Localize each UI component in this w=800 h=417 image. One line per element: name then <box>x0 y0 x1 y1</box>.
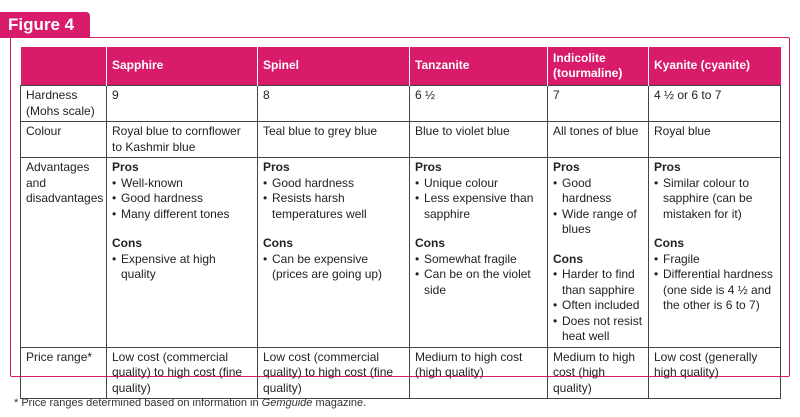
list-item: • Fragile <box>654 252 775 268</box>
pros-list <box>553 176 643 238</box>
header-tanzanite: Tanzanite <box>410 47 548 86</box>
table-cell: Low cost (generally high quality) <box>649 347 781 399</box>
list-item: • Does not resist heat well <box>553 314 643 345</box>
cons-list <box>415 252 542 299</box>
table-cell: All tones of blue <box>548 122 649 158</box>
pros-list <box>654 176 775 223</box>
pros-title: Pros <box>112 160 139 174</box>
pros-title: Pros <box>553 160 580 174</box>
pros-title: Pros <box>654 160 681 174</box>
footnote-prefix: * Price ranges determined based on information in <box>14 397 262 409</box>
figure-label: Figure 4 <box>0 12 90 38</box>
pros-list <box>415 176 542 223</box>
row-label: Colour <box>21 122 107 158</box>
table-cell: Teal blue to grey blue <box>258 122 410 158</box>
pros-title: Pros <box>263 160 290 174</box>
list-item: • Similar colour to sapphire (can be mistaken for it) <box>654 176 775 223</box>
list-item: • Good hardness <box>553 176 643 207</box>
cons-title: Cons <box>112 236 142 250</box>
header-spinel: Spinel <box>258 47 410 86</box>
pros-title: Pros <box>415 160 442 174</box>
list-item: • Good hardness <box>263 176 404 192</box>
cons-title: Cons <box>654 236 684 250</box>
header-kyanite: Kyanite (cyanite) <box>649 47 781 86</box>
cons-list <box>654 252 775 314</box>
list-item: • Good hardness <box>112 191 252 207</box>
row-label: Price range* <box>21 347 107 399</box>
table-cell: 8 <box>258 86 410 122</box>
table-cell: Low cost (commercial quality) to high cost (fine quality) <box>107 347 258 399</box>
gemstone-comparison-table <box>20 47 781 399</box>
row-price <box>21 347 781 399</box>
cons-title: Cons <box>263 236 293 250</box>
table-cell: 9 <box>107 86 258 122</box>
list-item: • Unique colour <box>415 176 542 192</box>
list-item: • Somewhat fragile <box>415 252 542 268</box>
table-cell: 7 <box>548 86 649 122</box>
cons-list <box>553 267 643 345</box>
list-item: • Can be expensive (prices are going up) <box>263 252 404 283</box>
cons-list <box>112 252 252 283</box>
table-cell: 6 ½ <box>410 86 548 122</box>
list-item: • Wide range of blues <box>553 207 643 238</box>
table-cell: 4 ½ or 6 to 7 <box>649 86 781 122</box>
header-sapphire: Sapphire <box>107 47 258 86</box>
list-item: • Well-known <box>112 176 252 192</box>
list-item: • Harder to find than sapphire <box>553 267 643 298</box>
pros-cons-cell <box>107 158 258 348</box>
row-hardness <box>21 86 781 122</box>
cons-title: Cons <box>553 251 583 266</box>
row-label: Advantages and disadvantages <box>21 158 107 348</box>
pros-cons-cell <box>258 158 410 348</box>
list-item: • Differential hardness (one side is 4 ½ and the other is 6 to 7) <box>654 267 775 314</box>
table-cell: Royal blue to cornflower to Kashmir blue <box>107 122 258 158</box>
header-indicolite: Indicolite (tourmaline) <box>548 47 649 86</box>
list-item: • Expensive at high quality <box>112 252 252 283</box>
cons-title: Cons <box>415 236 445 250</box>
pros-cons-cell <box>410 158 548 348</box>
list-item: • Can be on the violet side <box>415 267 542 298</box>
row-label: Hardness (Mohs scale) <box>21 86 107 122</box>
pros-list <box>263 176 404 223</box>
footnote-suffix: magazine. <box>312 397 367 409</box>
footnote-source: Gemguide <box>261 397 313 409</box>
list-item: • Resists harsh temperatures well <box>263 191 404 222</box>
table-cell: Low cost (commercial quality) to high cost (fine quality) <box>258 347 410 399</box>
list-item: • Often included <box>553 298 643 314</box>
pros-list <box>112 176 252 223</box>
pros-cons-cell <box>548 158 649 348</box>
list-item: • Less expensive than sapphire <box>415 191 542 222</box>
row-colour <box>21 122 781 158</box>
footnote <box>14 397 366 409</box>
pros-cons-cell <box>649 158 781 348</box>
list-item: • Many different tones <box>112 207 252 223</box>
table-cell: Medium to high cost (high quality) <box>548 347 649 399</box>
header-row <box>21 47 781 86</box>
table-cell: Blue to violet blue <box>410 122 548 158</box>
table-cell: Royal blue <box>649 122 781 158</box>
row-advantages <box>21 158 781 348</box>
cons-list <box>263 252 404 283</box>
header-blank <box>21 47 107 86</box>
table-cell: Medium to high cost (high quality) <box>410 347 548 399</box>
